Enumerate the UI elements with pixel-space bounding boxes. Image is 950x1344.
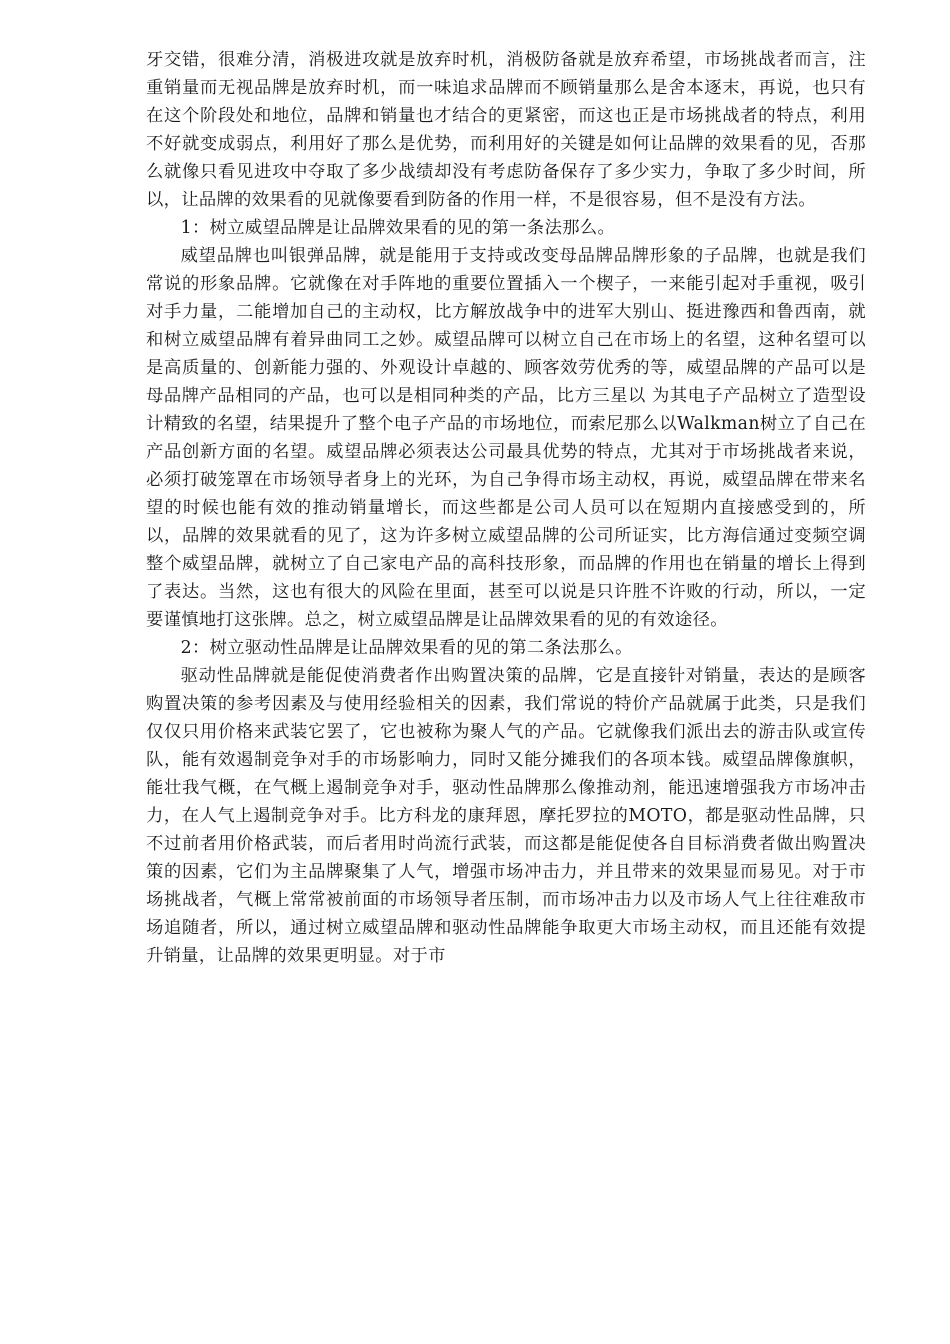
paragraph-intro-continuation: 牙交错，很难分清，消极进攻就是放弃时机，消极防备就是放弃希望，市场挑战者而言，注重销量而无视品牌是放弃时机，而一味追求品牌而不顾销量那么是舍本逐末，再说，也只有在这个阶段处和地位，品牌和销量也才结合的更紧密，而这也正是市场挑战者的特点，利用不好就变成弱点，利用好了那么是优势，而利用好的关键是如何让品牌的效果看的见，否那么就像只看见进攻中夺取了多少战绩却没有考虑防备保存了多少实力，争取了多少时间，所以，让品牌的效果看的见就像要看到防备的作用一样，不是很容易，但不是没有方法。 (146, 50, 866, 210)
section-heading-2: 2：树立驱动性品牌是让品牌效果看的见的第二条法那么。 (180, 638, 633, 658)
section-heading-1: 1：树立威望品牌是让品牌效果看的见的第一条法那么。 (180, 218, 616, 238)
paragraph-driver-brand: 驱动性品牌就是能促使消费者作出购置决策的品牌，它是直接针对销量，表达的是顾客购置决策的参考因素及与使用经验相关的因素，我们常说的特价产品就属于此类，只是我们仅仅只用价格来武装它罢了，它也被称为聚人气的产品。它就像我们派出去的游击队或宣传队，能有效遏制竞争对手的市场影响力，同时又能分摊我们的各项本钱。威望品牌像旗帜，能壮我气概，在气概上遏制竞争对手，驱动性品牌那么像推动剂，能迅速增强我方市场冲击力，在人气上遏制竞争对手。比方科龙的康拜恩，摩托罗拉的MOTO，都是驱动性品牌，只不过前者用价格武装，而后者用时尚流行武装，而这都是能促使各自目标消费者做出购置决策的因素，它们为主品牌聚集了人气，增强市场冲击力，并且带来的效果显而易见。对于市场挑战者，气概上常常被前面的市场领导者压制，而市场冲击力以及市场人气上往往难敌市场追随者，所以，通过树立威望品牌和驱动性品牌能争取更大市场主动权，而且还能有效提升销量，让品牌的效果更明显。对于市 (146, 666, 866, 966)
document-page (146, 46, 866, 970)
paragraph-prestige-brand: 威望品牌也叫银弹品牌，就是能用于支持或改变母品牌品牌形象的子品牌，也就是我们常说的形象品牌。它就像在对手阵地的重要位置插入一个楔子，一来能引起对手重视，吸引对手力量，二能增加自己的主动权，比方解放战争中的进军大别山、挺进豫西和鲁西南，就和树立威望品牌有着异曲同工之妙。威望品牌可以树立自己在市场上的名望，这种名望可以是高质量的、创新能力强的、外观设计卓越的、顾客效劳优秀的等，威望品牌的产品可以是母品牌产品相同的产品，也可以是相同种类的产品，比方三星以 为其电子产品树立了造型设计精致的名望，结果提升了整个电子产品的市场地位，而索尼那么以Walkman树立了自己在产品创新方面的名望。威望品牌必须表达公司最具优势的特点，尤其对于市场挑战者来说，必须打破笼罩在市场领导者身上的光环，为自己争得市场主动权，再说，威望品牌在带来名望的时候也能有效的推动销量增长，而这些都是公司人员可以在短期内直接感受到的，所以，品牌的效果就看的见了，这为许多树立威望品牌的公司所证实，比方海信通过变频空调整个威望品牌，就树立了自己家电产品的高科技形象，而品牌的作用也在销量的增长上得到了表达。当然，这也有很大的风险在里面，甚至可以说是只许胜不许败的行动，所以，一定要谨慎地打这张牌。总之，树立威望品牌是让品牌效果看的见的有效途径。 (146, 246, 866, 630)
